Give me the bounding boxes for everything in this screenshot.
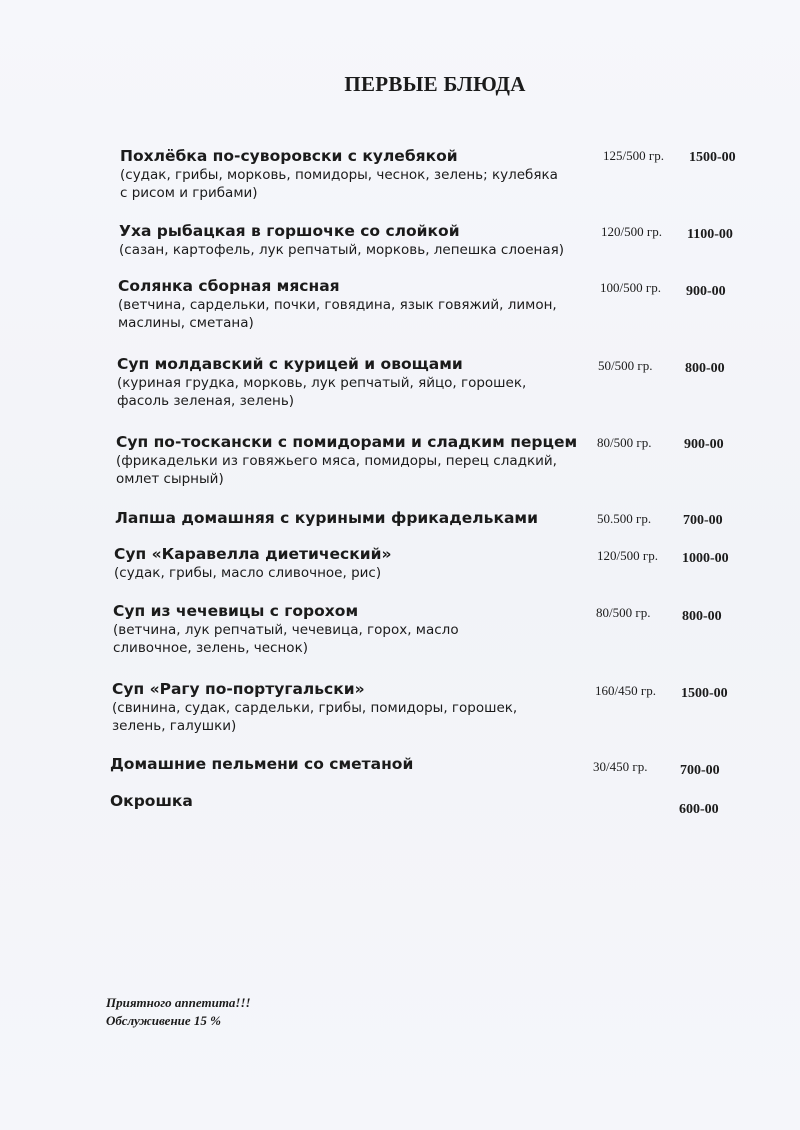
- dish-weight: 160/450 гр.: [595, 683, 656, 698]
- dish-weight: 125/500 гр.: [603, 148, 664, 163]
- dish-weight: 50/500 гр.: [598, 358, 653, 373]
- footer-greeting: Приятного аппетита!!!: [106, 995, 251, 1010]
- dish-name: Суп «Каравелла диетический»: [114, 545, 392, 563]
- dish-price: 1500-00: [681, 686, 728, 701]
- dish-description: (судак, грибы, морковь, помидоры, чеснок, зелень; кулебяка с рисом и грибами): [120, 167, 558, 201]
- dish-weight: 50.500 гр.: [597, 511, 652, 526]
- dish-description: (фрикадельки из говяжьего мяса, помидоры, перец сладкий, омлет сырный): [116, 453, 557, 487]
- dish-description: (судак, грибы, масло сливочное, рис): [114, 565, 382, 581]
- dish-weight: 120/500 гр.: [597, 548, 658, 563]
- dish-weight: 30/450 гр.: [593, 759, 648, 774]
- dish-name: Уха рыбацкая в горшочке со слойкой: [119, 222, 460, 240]
- dish-price: 1000-00: [682, 551, 729, 566]
- dish-description: (куриная грудка, морковь, лук репчатый, яйцо, горошек, фасоль зеленая, зелень): [117, 375, 527, 409]
- dish-name: Солянка сборная мясная: [118, 277, 340, 295]
- dish-name: Окрошка: [110, 792, 193, 810]
- page-title: ПЕРВЫЕ БЛЮДА: [344, 72, 526, 96]
- dish-weight: 80/500 гр.: [597, 435, 652, 450]
- dish-price: 800-00: [682, 609, 722, 624]
- dish-weight: 100/500 гр.: [600, 280, 661, 295]
- dish-price: 900-00: [686, 284, 726, 299]
- dish-name: Лапша домашняя с куриными фрикадельками: [115, 509, 538, 527]
- dish-price: 600-00: [679, 802, 719, 817]
- dish-description: (сазан, картофель, лук репчатый, морковь, лепешка слоеная): [119, 242, 565, 258]
- dish-price: 1100-00: [687, 227, 733, 242]
- dish-price: 700-00: [683, 513, 723, 528]
- dish-weight: 120/500 гр.: [601, 224, 662, 239]
- dish-description: (ветчина, лук репчатый, чечевица, горох, масло сливочное, зелень, чеснок): [113, 622, 459, 656]
- footer-note: [106, 994, 251, 1030]
- footer-service-charge: Обслуживение 15 %: [106, 1013, 221, 1028]
- dish-price: 800-00: [685, 361, 725, 376]
- dish-description: (свинина, судак, сардельки, грибы, помидоры, горошек, зелень, галушки): [112, 700, 518, 734]
- dish-description: (ветчина, сардельки, почки, говядина, язык говяжий, лимон, маслины, сметана): [118, 297, 557, 331]
- dish-name: Суп «Рагу по-португальски»: [112, 680, 365, 698]
- dish-name: Домашние пельмени со сметаной: [110, 755, 414, 773]
- dish-price: 1500-00: [689, 150, 736, 165]
- dish-name: Похлёбка по-суворовски с кулебякой: [120, 147, 458, 165]
- dish-price: 900-00: [684, 437, 724, 452]
- dish-name: Суп из чечевицы с горохом: [113, 602, 359, 620]
- dish-name: Суп по-тоскански с помидорами и сладким перцем: [116, 433, 578, 451]
- dish-weight: 80/500 гр.: [596, 605, 651, 620]
- dish-name: Суп молдавский с курицей и овощами: [117, 355, 463, 373]
- dish-price: 700-00: [680, 763, 720, 778]
